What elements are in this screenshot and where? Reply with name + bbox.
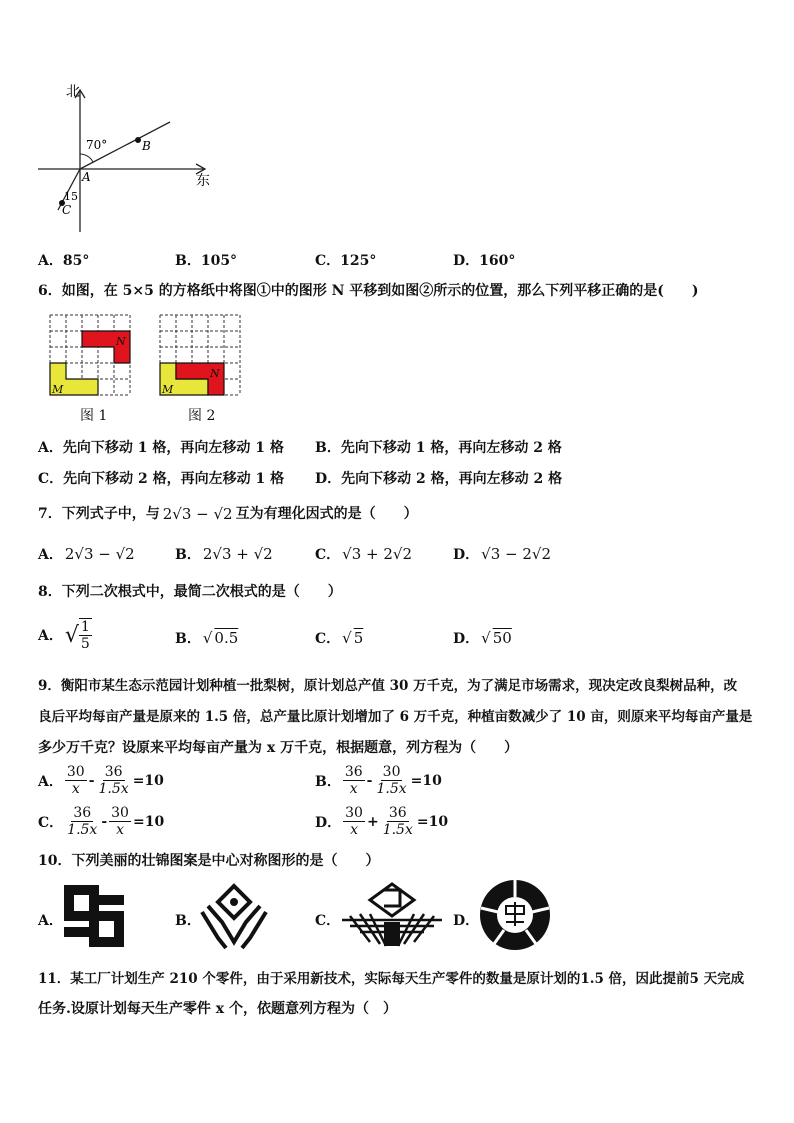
- q10-option-b-label[interactable]: B．: [175, 913, 201, 929]
- q9-line-3: 多少万千克？设原来平均每亩产量为 x 万千克，根据题意，列方程为（ ）: [38, 740, 519, 756]
- q5-option-c[interactable]: C．125°: [315, 253, 377, 269]
- option-letter: D．: [453, 631, 480, 647]
- q5-option-d[interactable]: D．160°: [453, 253, 516, 269]
- option-letter: B．: [175, 631, 201, 647]
- q8-option-d[interactable]: D． √ 50: [453, 629, 512, 647]
- q10-pattern-c[interactable]: [340, 880, 444, 952]
- q7-option-c[interactable]: [315, 544, 412, 564]
- q7-option-a[interactable]: [38, 544, 135, 564]
- radical-sign: √: [202, 629, 213, 647]
- east-label: 东: [196, 173, 210, 189]
- fraction: $\frac{30}{x}$: [111, 805, 129, 838]
- q9-line-2: 良后平均每亩产量是原来的 1.5 倍，总产量比原计划增加了 6 万千克，种植亩数减少了 10 亩，则原来平均每亩产量是: [38, 709, 753, 725]
- q11-line-1: 11．某工厂计划生产 210 个零件，由于采用新技术，实际每天生产零件的数量是原计划的1.5 倍，因此提前5 天完成: [38, 971, 745, 987]
- q6-figure-1: [48, 313, 134, 403]
- q7-stem-pre: 7．下列式子中，与: [38, 506, 160, 522]
- radical-sign: √: [64, 622, 79, 648]
- q7-option-d[interactable]: [453, 544, 551, 564]
- q8-option-c[interactable]: C． √ 5: [315, 629, 364, 647]
- q9-option-a[interactable]: A． $\frac{30}{x}$ - $\frac{36}{1.5x}$ =10: [38, 764, 164, 797]
- label-C: C: [62, 203, 72, 217]
- fig2-caption: 图 2: [188, 408, 216, 424]
- q10-option-c-label[interactable]: C．: [315, 913, 341, 929]
- option-letter: C．: [315, 631, 341, 647]
- label-A: A: [82, 170, 91, 184]
- radical-sign: √: [342, 629, 352, 647]
- fraction: $\frac{30}{x}$: [345, 805, 363, 838]
- q6-option-c[interactable]: C．先向下移动 2 格，再向左移动 1 格: [38, 471, 285, 487]
- option-letter: B．: [175, 547, 201, 563]
- angle-70-label: 70°: [86, 138, 108, 152]
- option-letter: D．: [315, 814, 342, 831]
- q6-option-a[interactable]: A．先向下移动 1 格，再向左移动 1 格: [38, 440, 284, 456]
- fraction: $\frac{1}{5}$: [80, 619, 90, 652]
- option-letter: A．: [38, 547, 63, 563]
- q9-line-1: 9．衡阳市某生态示范园计划种植一批梨树，原计划总产值 30 万千克，为了满足市场需求，现决定改良梨树品种，改: [38, 678, 738, 694]
- q9-option-d[interactable]: D． $\frac{30}{x}$ + $\frac{36}{1.5x}$ =10: [315, 805, 449, 838]
- q8-option-a[interactable]: [38, 618, 92, 652]
- angle-15-label: 15: [64, 190, 78, 203]
- label-M: M: [52, 383, 64, 396]
- fig1-caption: 图 1: [80, 408, 108, 424]
- label-N: N: [210, 367, 220, 380]
- option-letter: A．: [38, 628, 63, 644]
- option-letter: C．: [315, 547, 341, 563]
- option-letter: D．: [453, 547, 480, 563]
- q10-pattern-a[interactable]: [62, 883, 126, 949]
- q7-stem: [38, 505, 418, 523]
- q8-stem: 8．下列二次根式中，最简二次根式的是（ ）: [38, 584, 342, 600]
- label-M: M: [162, 383, 174, 396]
- q10-pattern-d[interactable]: [478, 878, 552, 952]
- option-expr: √3 − 2√2: [481, 545, 551, 563]
- option-letter: C．: [38, 814, 64, 831]
- option-letter: B．: [315, 773, 341, 790]
- q9-option-c[interactable]: C． $\frac{36}{1.5x}$ - $\frac{30}{x}$ =10: [38, 805, 165, 838]
- radical-sign: √: [481, 629, 491, 647]
- compass-figure: [30, 82, 220, 242]
- q10-option-a-label[interactable]: A．: [38, 913, 63, 929]
- fraction: $\frac{30}{x}$: [66, 764, 85, 797]
- q11-line-2: 任务.设原计划每天生产零件 x 个，依题意列方程为（ ）: [38, 1001, 397, 1017]
- fraction: $\frac{36}{1.5x}$: [382, 805, 413, 838]
- q6-option-d[interactable]: D．先向下移动 2 格，再向左移动 2 格: [315, 471, 563, 487]
- q10-pattern-b[interactable]: [198, 882, 270, 952]
- option-letter: A．: [38, 773, 63, 790]
- q7-stem-post: 互为有理化因式的是（ ）: [235, 506, 418, 522]
- q7-stem-expr: 2√3 − √2: [162, 505, 233, 523]
- q10-option-d-label[interactable]: D．: [453, 913, 480, 929]
- label-B: B: [142, 139, 151, 153]
- point-B: [135, 137, 141, 143]
- fraction: $\frac{36}{1.5x}$: [67, 805, 98, 838]
- q8-option-b[interactable]: B． √ 0.5: [175, 629, 239, 647]
- fraction: $\frac{30}{1.5x}$: [376, 764, 407, 797]
- q6-figure-2: [158, 313, 244, 403]
- option-expr: √3 + 2√2: [342, 545, 413, 563]
- q9-option-b[interactable]: B． $\frac{36}{x}$ - $\frac{30}{1.5x}$ =10: [315, 764, 442, 797]
- option-expr: 2√3 + √2: [202, 545, 273, 563]
- north-label: 北: [66, 84, 80, 100]
- q5-option-a[interactable]: A．85°: [38, 253, 90, 269]
- fraction: $\frac{36}{1.5x}$: [98, 764, 129, 797]
- q7-option-b[interactable]: [175, 544, 273, 564]
- q6-stem: 6．如图，在 5×5 的方格纸中将图①中的图形 N 平移到如图②所示的位置，那么下列平移正确的是( ): [38, 283, 699, 299]
- label-N: N: [116, 335, 126, 348]
- q6-option-b[interactable]: B．先向下移动 1 格，再向左移动 2 格: [315, 440, 562, 456]
- option-expr: 2√3 − √2: [64, 545, 135, 563]
- q10-stem: 10．下列美丽的壮锦图案是中心对称图形的是（ ）: [38, 853, 380, 869]
- fraction: $\frac{36}{x}$: [344, 764, 363, 797]
- q5-option-b[interactable]: B．105°: [175, 253, 238, 269]
